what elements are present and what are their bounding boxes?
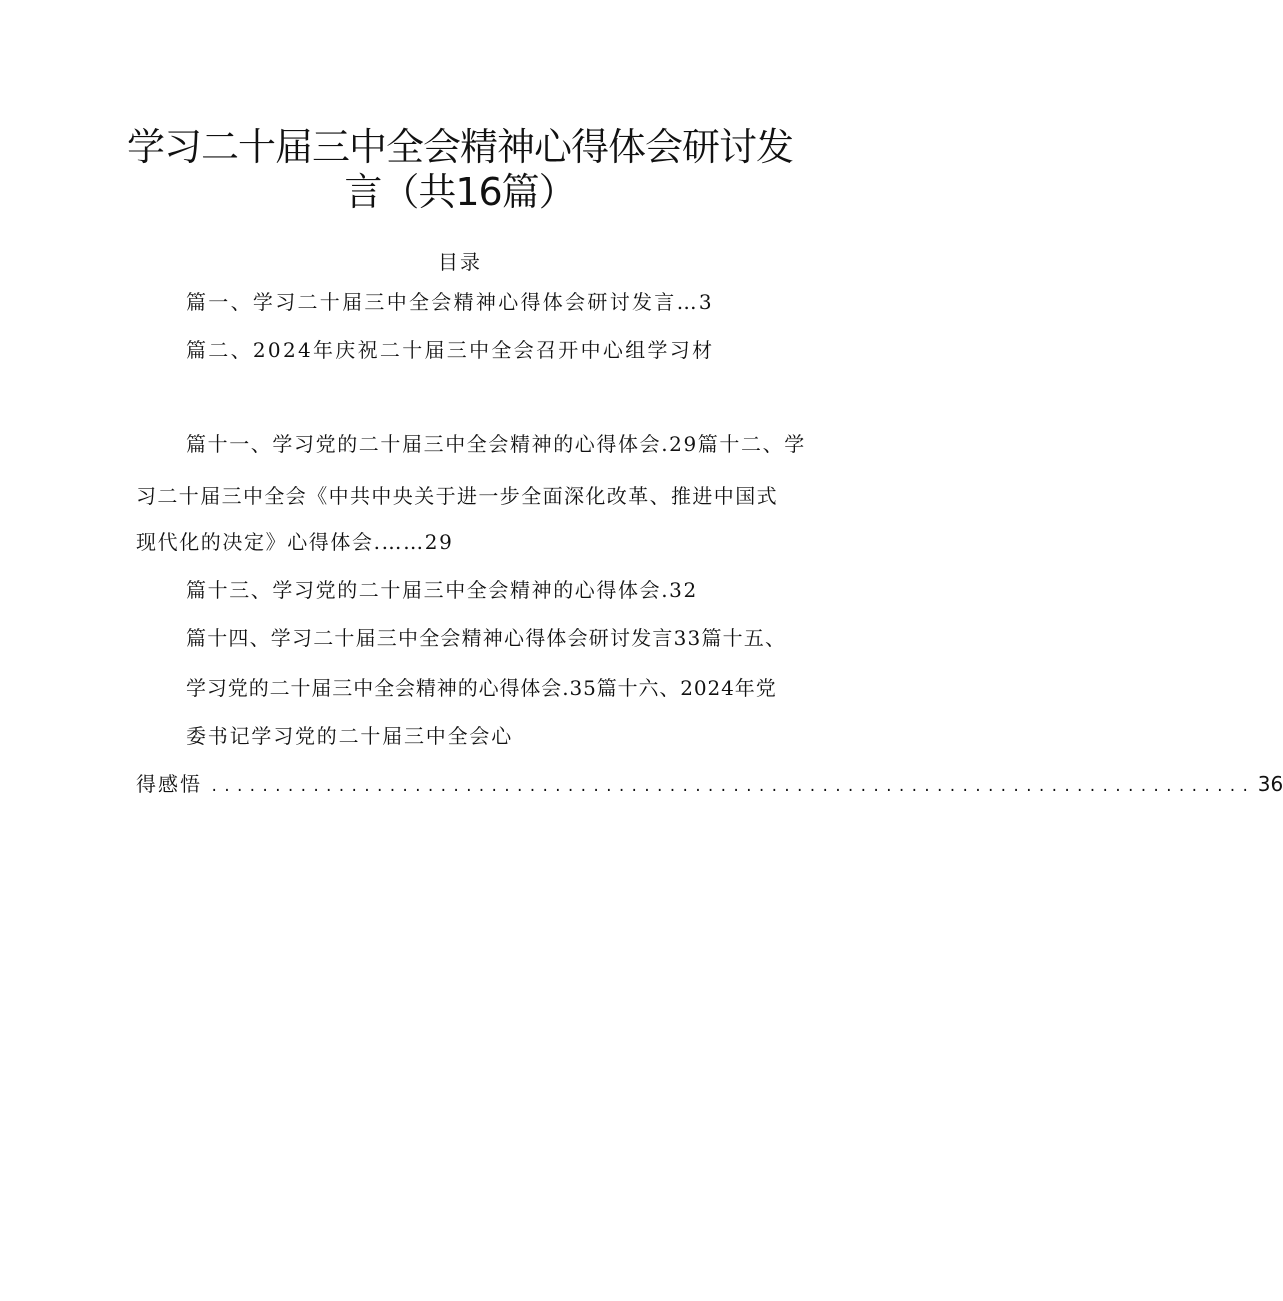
- toc-line: 篇十三、学习党的二十届三中全会精神的心得体会.32: [186, 578, 698, 602]
- toc-entry-text: 得感悟: [136, 772, 202, 796]
- document-title-line-2: 言（共16篇）: [344, 170, 576, 214]
- toc-page-number: 36: [1257, 772, 1283, 796]
- toc-line: 委书记学习党的二十届三中全会心: [186, 724, 513, 748]
- toc-heading: 目录: [438, 250, 482, 274]
- toc-line-last-entry: [136, 770, 1283, 801]
- document-title-line-1: 学习二十届三中全会精神心得体会研讨发: [126, 125, 793, 169]
- toc-line: 篇十四、学习二十届三中全会精神心得体会研讨发言33篇十五、: [186, 626, 787, 650]
- toc-line: 篇二、2024年庆祝二十届三中全会召开中心组学习材: [186, 338, 715, 362]
- toc-line: 习二十届三中全会《中共中央关于进一步全面深化改革、推进中国式: [136, 484, 778, 508]
- toc-line: 现代化的决定》心得体会.……29: [136, 530, 454, 554]
- toc-dot-leader: ..................................................................................: [210, 779, 1254, 795]
- toc-line: 篇十一、学习党的二十届三中全会精神的心得体会.29篇十二、学: [186, 432, 806, 456]
- toc-line: 篇一、学习二十届三中全会精神心得体会研讨发言…3: [186, 290, 714, 314]
- toc-line: 学习党的二十届三中全会精神的心得体会.35篇十六、2024年党: [186, 676, 777, 700]
